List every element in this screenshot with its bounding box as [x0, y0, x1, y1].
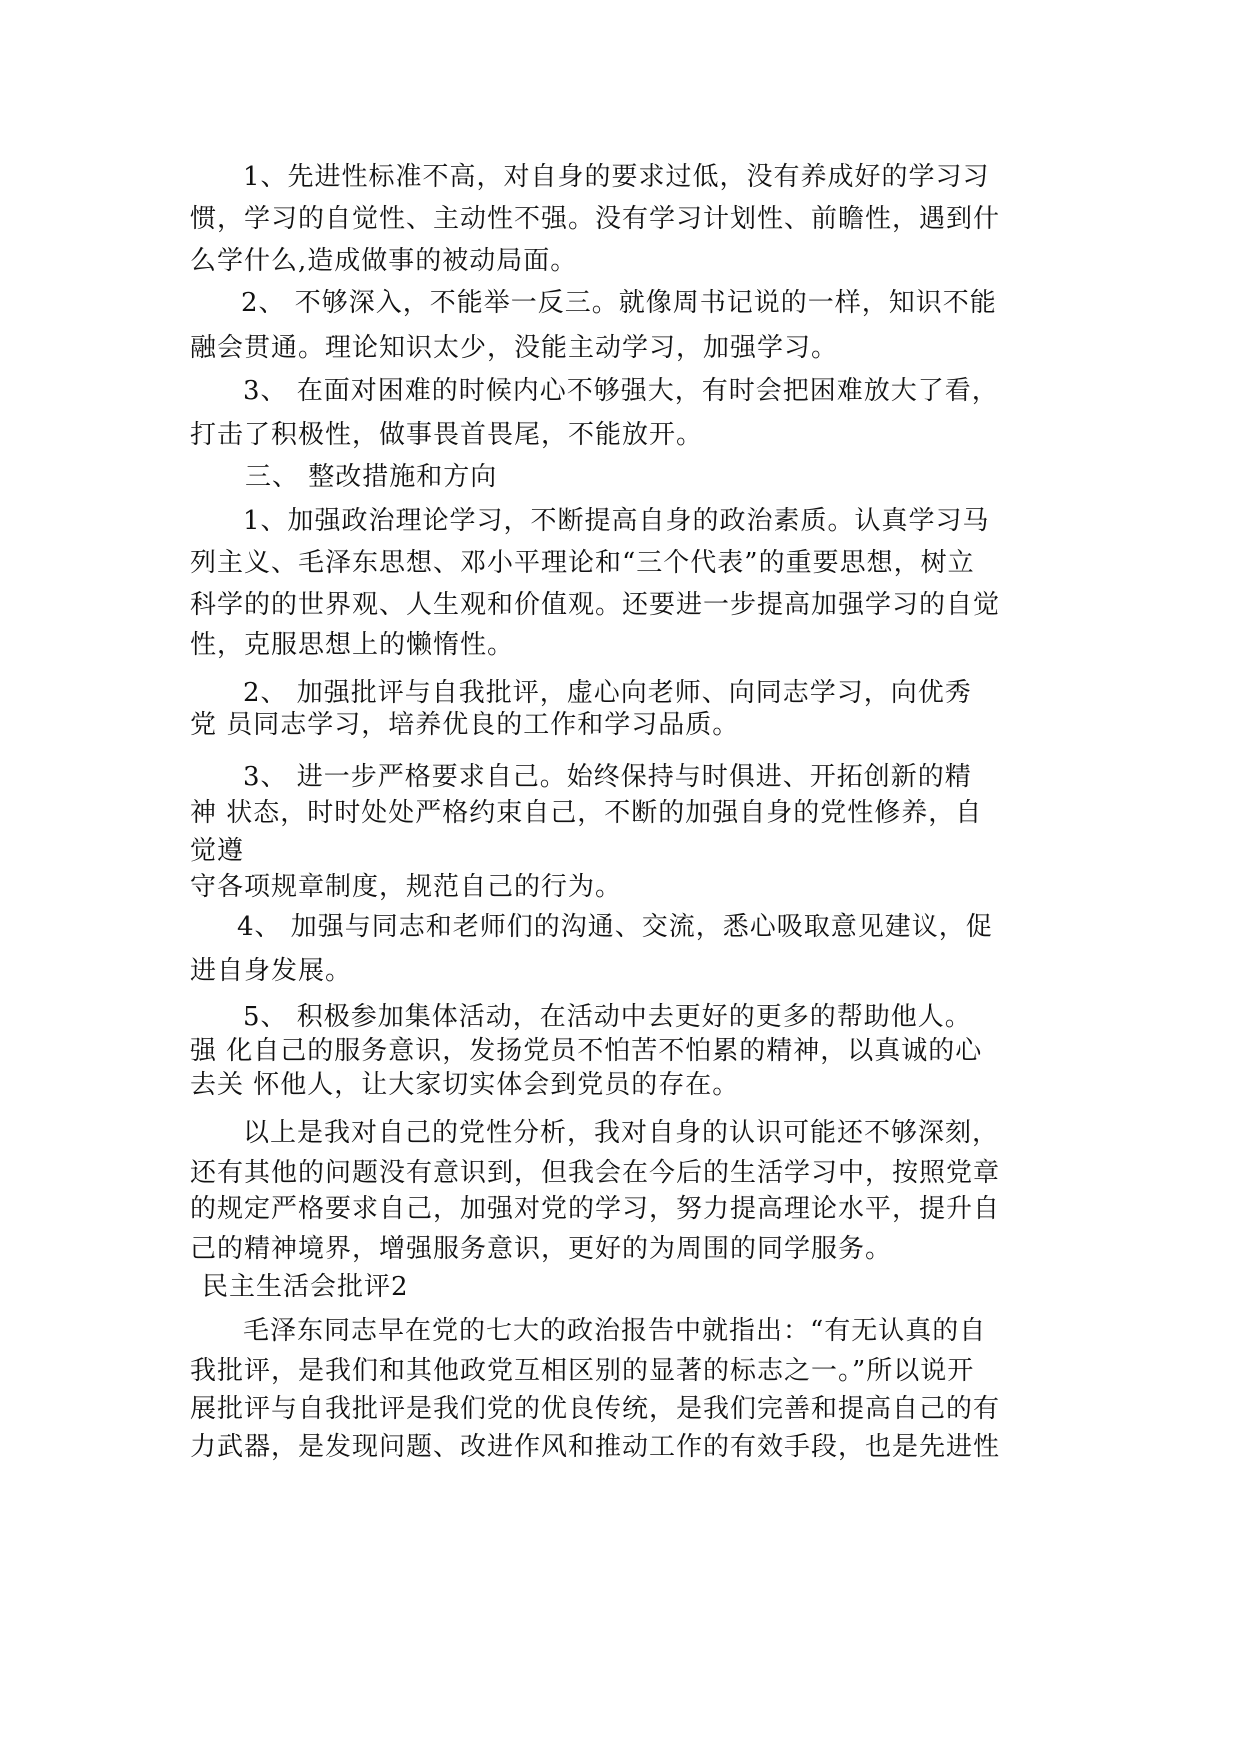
text-line: 3、 在面对困难的时候内心不够强大，有时会把困难放大了看， [243, 376, 999, 406]
text-line: 毛泽东同志早在党的七大的政治报告中就指出：“有无认真的自 [243, 1316, 987, 1346]
text-line: 的规定严格要求自己，加强对党的学习，努力提高理论水平，提升自 [190, 1194, 1001, 1224]
text-line: 觉遵 [190, 836, 245, 866]
text-line: 神 状态，时时处处严格约束自己，不断的加强自身的党性修养，自 [190, 798, 983, 828]
text-line: 1、先进性标准不高，对自身的要求过低，没有养成好的学习习 [243, 162, 990, 192]
text-line: 还有其他的问题没有意识到，但我会在今后的生活学习中，按照党章 [190, 1158, 1001, 1188]
text-line: 去关 怀他人，让大家切实体会到党员的存在。 [190, 1070, 740, 1100]
text-line: 党 员同志学习，培养优良的工作和学习品质。 [190, 710, 740, 740]
text-line: 5、 积极参加集体活动，在活动中去更好的更多的帮助他人。 [243, 1002, 972, 1032]
section-heading: 三、 整改措施和方向 [245, 462, 498, 492]
text-line: 3、 进一步严格要求自己。始终保持与时俱进、开拓创新的精 [243, 762, 972, 792]
text-line: 力武器，是发现问题、改进作风和推动工作的有效手段，也是先进性 [190, 1432, 1001, 1462]
text-line: 么学什么,造成做事的被动局面。 [190, 246, 578, 276]
text-line: 强 化自己的服务意识，发扬党员不怕苦不怕累的精神，以真诚的心 [190, 1036, 983, 1066]
text-line: 守各项规章制度，规范自己的行为。 [190, 872, 623, 902]
text-line: 2、 加强批评与自我批评，虚心向老师、向同志学习，向优秀 [243, 678, 972, 708]
text-line: 2、 不够深入，不能举一反三。就像周书记说的一样，知识不能 [241, 288, 997, 318]
text-line: 展批评与自我批评是我们党的优良传统，是我们完善和提高自己的有 [190, 1394, 1001, 1424]
text-line: 惯，学习的自觉性、主动性不强。没有学习计划性、前瞻性，遇到什 [190, 204, 1001, 234]
text-line: 进自身发展。 [190, 956, 353, 986]
text-line: 1、加强政治理论学习，不断提高自身的政治素质。认真学习马 [243, 506, 990, 536]
text-line: 我批评，是我们和其他政党互相区别的显著的标志之一。”所以说开 [190, 1356, 975, 1386]
text-line: 融会贯通。理论知识太少，没能主动学习，加强学习。 [190, 333, 839, 363]
text-line: 科学的的世界观、人生观和价值观。还要进一步提高加强学习的自觉 [190, 590, 1001, 620]
section-heading: 民主生活会批评2 [202, 1272, 409, 1302]
text-line: 己的精神境界，增强服务意识，更好的为周围的同学服务。 [190, 1234, 893, 1264]
text-line: 性，克服思想上的懒惰性。 [190, 630, 515, 660]
text-line: 打击了积极性，做事畏首畏尾，不能放开。 [190, 420, 704, 450]
text-line: 4、 加强与同志和老师们的沟通、交流，悉心吸取意见建议，促 [237, 912, 993, 942]
text-line: 列主义、毛泽东思想、邓小平理论和“三个代表”的重要思想，树立 [190, 548, 975, 578]
text-line: 以上是我对自己的党性分析，我对自身的认识可能还不够深刻， [243, 1118, 1000, 1148]
